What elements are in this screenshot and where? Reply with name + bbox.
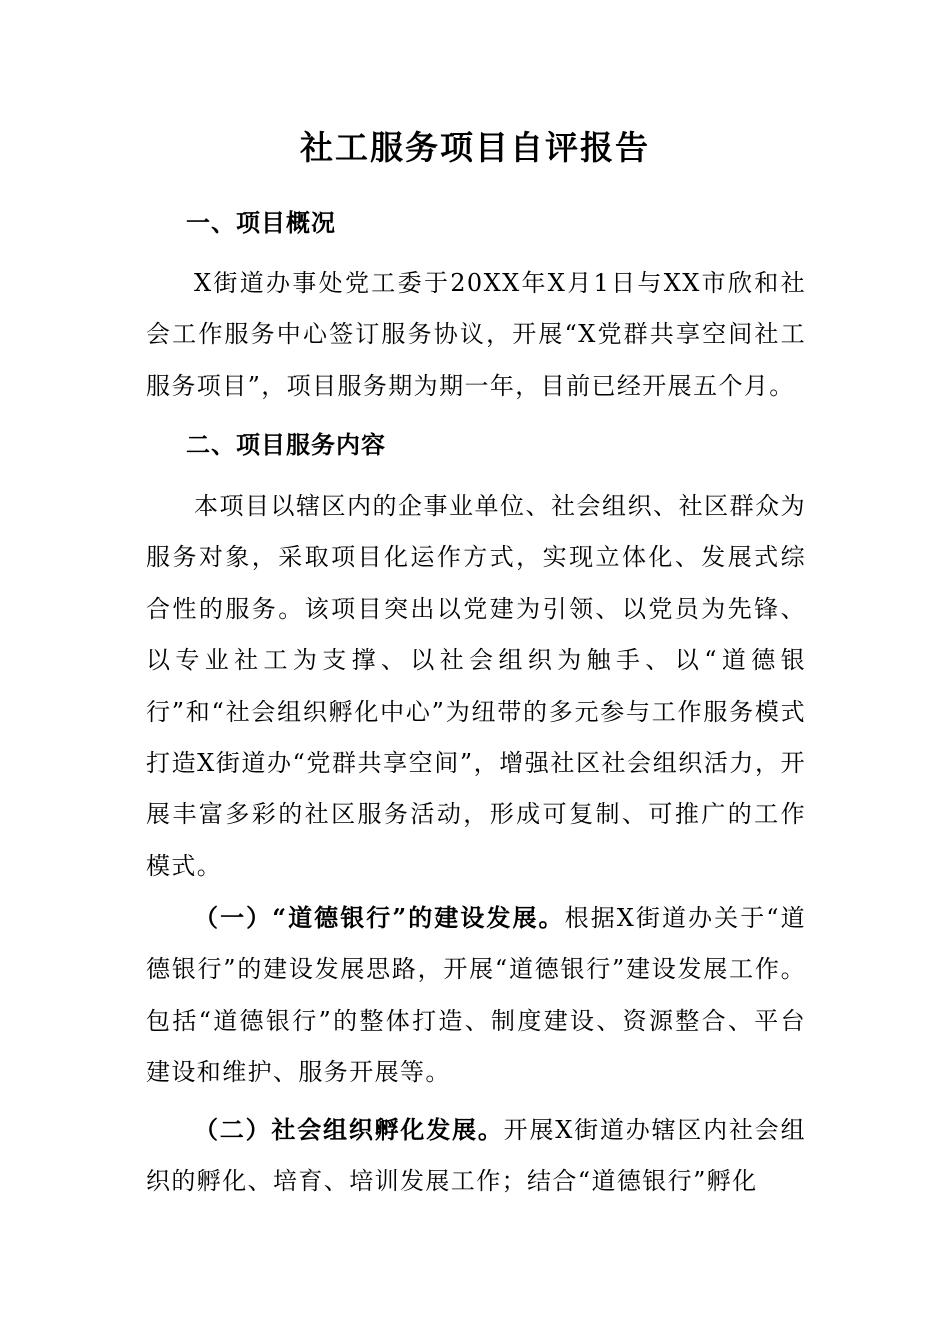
- item-social-org-incubation-lead: （二）社会组织孵化发展。: [194, 1115, 504, 1144]
- item-social-org-incubation-text: 开展X街道办辖区内社会组织的孵化、培育、培训发展工作；结合“道德银行”孵化: [146, 1116, 806, 1196]
- section-heading-service-content: 二、项目服务内容: [186, 430, 386, 459]
- document-title: 社工服务项目自评报告: [300, 128, 650, 167]
- section-heading-overview: 一、项目概况: [186, 208, 336, 237]
- paragraph-overview: X街道办事处党工委于20XX年X月1日与XX市欣和社会工作服务中心签订服务协议，开展“X党群共享空间社工服务项目”，项目服务期为期一年，目前已经开展五个月。: [146, 269, 806, 400]
- item-moral-bank-text: 根据X街道办关于“道德银行”的建设发展思路，开展“道德银行”建设发展工作。包括“道德银行”的整体打造、制度建设、资源整合、平台建设和维护、服务开展等。: [146, 904, 807, 1087]
- item-moral-bank: [146, 892, 806, 1099]
- item-moral-bank-lead: （一）“道德银行”的建设发展。: [194, 903, 565, 932]
- paragraph-service-content: 本项目以辖区内的企事业单位、社会组织、社区群众为服务对象，采取项目化运作方式，实现立体化、发展式综合性的服务。该项目突出以党建为引领、以党员为先锋、以专业社工为支撑、以社会组织为触手、以“道德银行”和“社会组织孵化中心”为纽带的多元参与工作服务模式打造X街道办“党群共享空间”，增强社区社会组织活力，开展丰富多彩的社区服务活动，形成可复制、可推广的工作模式。: [146, 492, 806, 880]
- item-social-org-incubation: [146, 1104, 806, 1208]
